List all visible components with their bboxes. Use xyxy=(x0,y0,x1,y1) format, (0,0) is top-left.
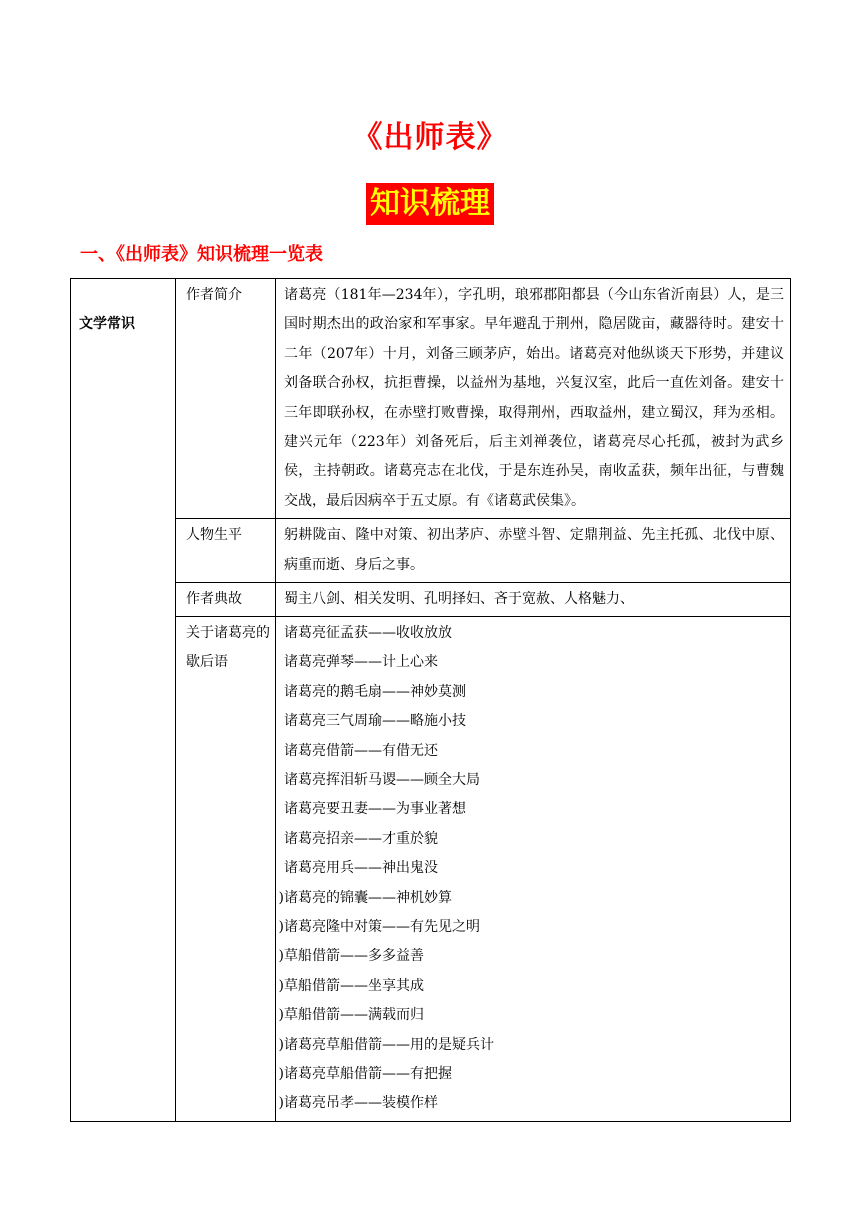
sayings-list xyxy=(276,617,791,1122)
list-item xyxy=(284,619,784,648)
list-item xyxy=(284,707,784,736)
list-item xyxy=(284,854,784,883)
list-item xyxy=(284,737,784,766)
saying-text: 诸葛亮弹琴——计上心来 xyxy=(284,654,438,671)
saying-text: 诸葛亮征孟获——收收放放 xyxy=(284,625,452,642)
document-title: 《出师表》 xyxy=(352,120,508,155)
list-marker: ) xyxy=(278,1036,284,1053)
table-row xyxy=(71,617,791,1122)
row-content: 蜀主八剑、相关发明、孔明择妇、吝于宽赦、人格魅力、 xyxy=(276,583,791,617)
list-marker: ) xyxy=(278,918,284,935)
saying-text: 诸葛亮的鹅毛扇——神妙莫测 xyxy=(284,683,466,700)
saying-text: 诸葛亮草船借箭——有把握 xyxy=(284,1065,452,1082)
saying-text: 诸葛亮招亲——才重於貌 xyxy=(284,830,438,847)
row-label: 关于诸葛亮的歇后语 xyxy=(176,617,276,1122)
saying-text: 草船借箭——满载而归 xyxy=(284,1007,424,1024)
list-marker: ) xyxy=(278,889,284,906)
row-label: 作者简介 xyxy=(176,279,276,519)
saying-text: 草船借箭——多多益善 xyxy=(284,948,424,965)
row-content: 诸葛亮（181年—234年），字孔明，琅邪郡阳都县（今山东省沂南县）人，是三国时期杰出的政治家和军事家。早年避乱于荆州，隐居陇亩，藏器待时。建安十二年（207年）十月，刘备三顾茅庐，始出。诸葛亮对他纵谈天下形势，并建议刘备联合孙权，抗拒曹操，以益州为基地，兴复汉室，此后一直佐刘备。建安十三年即联孙权，在赤壁打败曹操，取得荆州，西取益州，建立蜀汉，拜为丞相。建兴元年（223年）刘备死后，后主刘禅袭位，诸葛亮尽心托孤，被封为武乡侯，主持朝政。诸葛亮志在北伐，于是东连孙吴，南收孟获，频年出征，与曹魏交战，最后因病卒于五丈原。有《诸葛武侯集》。 xyxy=(276,279,791,519)
list-marker: ) xyxy=(278,977,284,994)
subtitle: 知识梳理 xyxy=(366,183,494,225)
category-cell: 文学常识 xyxy=(71,279,176,1122)
saying-text: 草船借箭——坐享其成 xyxy=(284,977,424,994)
row-content: 躬耕陇亩、隆中对策、初出茅庐、赤壁斗智、定鼎荆益、先主托孤、北伐中原、病重而逝、身后之事。 xyxy=(276,519,791,583)
list-item xyxy=(284,648,784,677)
table-row xyxy=(71,279,791,519)
list-item xyxy=(278,942,784,971)
section-heading: 一、《出师表》知识梳理一览表 xyxy=(80,244,323,265)
row-label: 人物生平 xyxy=(176,519,276,583)
subtitle-banner xyxy=(0,183,860,225)
list-item xyxy=(278,972,784,1001)
saying-text: 诸葛亮吊孝——装模作样 xyxy=(284,1095,438,1112)
saying-text: 诸葛亮借箭——有借无还 xyxy=(284,742,438,759)
list-item xyxy=(278,1031,784,1060)
saying-text: 诸葛亮草船借箭——用的是疑兵计 xyxy=(284,1036,494,1053)
saying-text: 诸葛亮三气周瑜——略施小技 xyxy=(284,713,466,730)
saying-text: 诸葛亮用兵——神出鬼没 xyxy=(284,860,438,877)
table-row xyxy=(71,519,791,583)
list-item xyxy=(278,1060,784,1089)
knowledge-table xyxy=(70,278,791,1122)
saying-text: 诸葛亮挥泪斩马谡——顾全大局 xyxy=(284,772,480,789)
list-marker: ) xyxy=(278,1007,284,1024)
list-item xyxy=(284,795,784,824)
list-marker: ) xyxy=(278,1065,284,1082)
list-marker: ) xyxy=(278,948,284,965)
table-row xyxy=(71,583,791,617)
saying-text: 诸葛亮隆中对策——有先见之明 xyxy=(284,918,480,935)
saying-text: 诸葛亮要丑妻——为事业著想 xyxy=(284,801,466,818)
row-label: 作者典故 xyxy=(176,583,276,617)
list-item xyxy=(284,825,784,854)
list-item xyxy=(284,678,784,707)
saying-text: 诸葛亮的锦囊——神机妙算 xyxy=(284,889,452,906)
list-item xyxy=(284,766,784,795)
list-item xyxy=(278,1001,784,1030)
list-item xyxy=(278,913,784,942)
list-item xyxy=(278,884,784,913)
list-marker: ) xyxy=(278,1095,284,1112)
list-item xyxy=(278,1089,784,1118)
